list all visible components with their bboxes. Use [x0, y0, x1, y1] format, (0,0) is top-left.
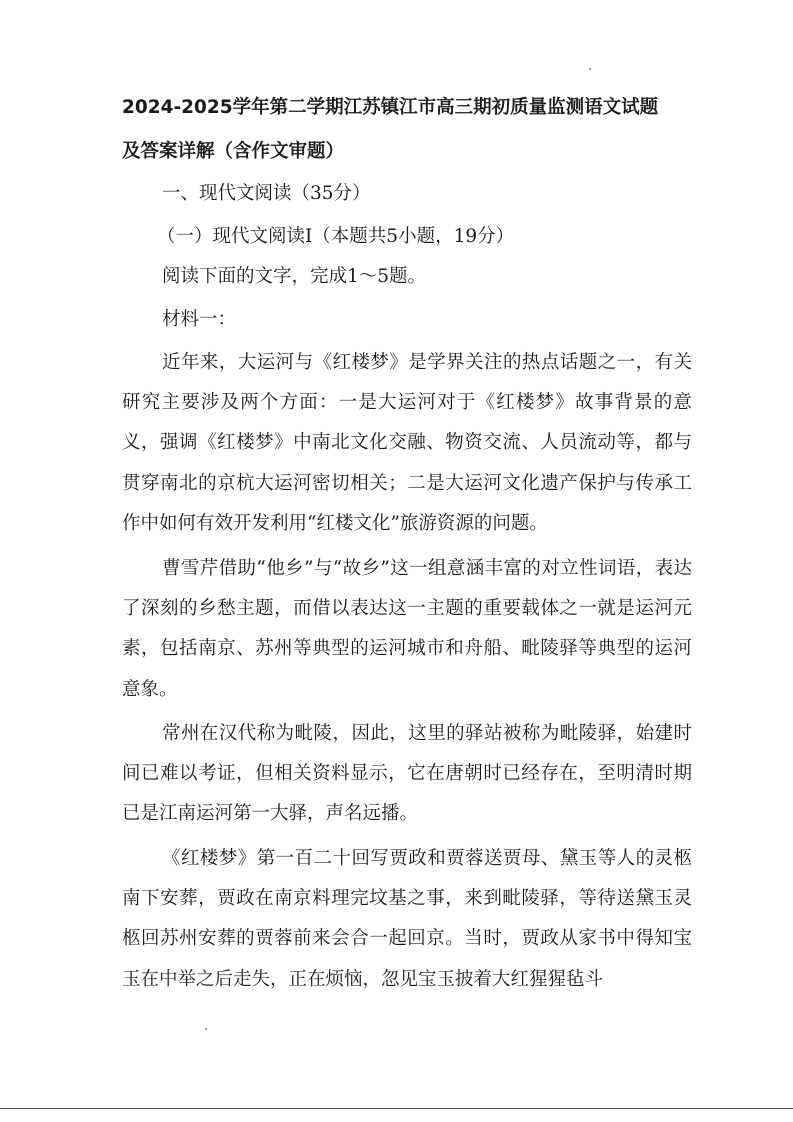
subsection-heading: （一）现代文阅读Ⅰ（本题共5小题，19分）	[157, 226, 515, 247]
scan-speck	[205, 1028, 207, 1030]
section-heading: 一、现代文阅读（35分）	[162, 183, 371, 204]
paragraph-1: 近年来，大运河与《红楼梦》是学界关注的热点话题之一，有关研究主要涉及两个方面：一是大运河对于《红楼梦》故事背景的意义，强调《红楼梦》中南北文化交融、物资交流、人员流动等，都与贯穿南北的京杭大运河密切相关；二是大运河文化遗产保护与传承工作中如何有效开发利用“红楼文化”旅游资源的问题。	[122, 352, 692, 534]
paragraph-3: 常州在汉代称为毗陵，因此，这里的驿站被称为毗陵驿，始建时间已难以考证，但相关资料显示，它在唐朝时已经存在，至明清时期已是江南运河第一大驿，声名远播。	[122, 723, 692, 825]
document-title-line-1: 2024-2025学年第二学期江苏镇江市高三期初质量监测语文试题	[122, 97, 659, 118]
paragraph-2: 曹雪芹借助“他乡”与“故乡”这一组意涵丰富的对立性词语，表达了深刻的乡愁主题，而借以表达这一主题的重要载体之一就是运河元素，包括南京、苏州等典型的运河城市和舟船、毗陵驿等典型的运河意象。	[122, 558, 692, 700]
reading-instruction: 阅读下面的文字，完成1～5题。	[162, 266, 427, 287]
paragraph-4: 《红楼梦》第一百二十回写贾政和贾蓉送贾母、黛玉等人的灵柩南下安葬，贾政在南京料理完坟基之事，来到毗陵驿，等待送黛玉灵柩回苏州安葬的贾蓉前来会合一起回京。当时，贾政从家书中得知宝玉在中举之后走失，正在烦恼，忽见宝玉披着大红猩猩毡斗	[122, 848, 692, 990]
material-label: 材料一：	[162, 309, 237, 330]
scan-speck	[589, 68, 591, 70]
document-title-line-2: 及答案详解（含作文审题）	[122, 141, 345, 162]
page-bottom-rule	[0, 1108, 793, 1109]
